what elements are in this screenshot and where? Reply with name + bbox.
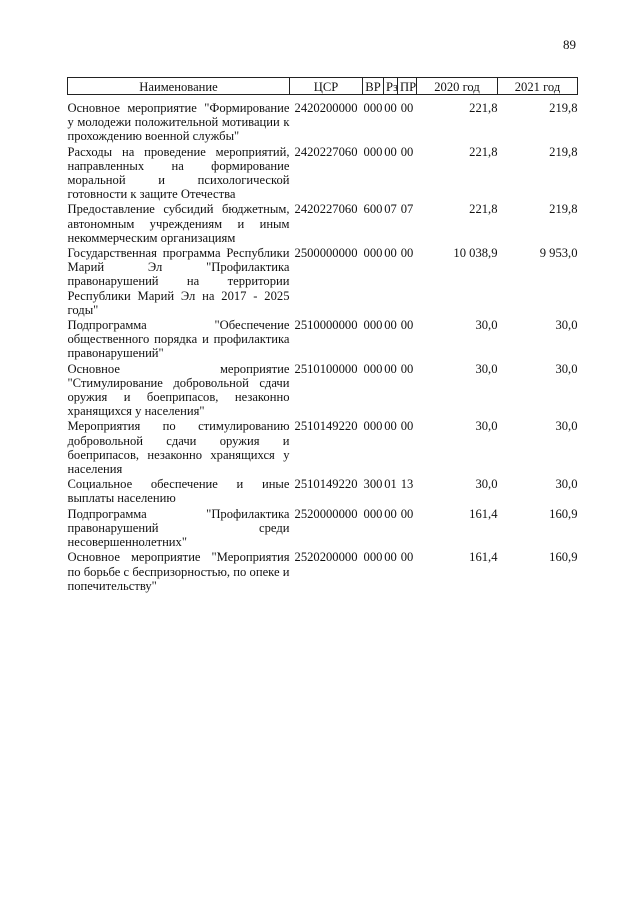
row-csr: 2510000000 [294, 318, 358, 333]
row-name: Социальное обеспечение и иные выплаты населению [67, 477, 290, 506]
row-2020: 221,8 [469, 202, 498, 217]
row-name: Подпрограмма "Обеспечение общественного порядка и профилактика правонарушений" [67, 318, 290, 361]
row-pr: 00 [400, 419, 414, 434]
row-2021: 219,8 [549, 144, 578, 159]
row-name: Подпрограмма "Профилактика правонарушений среди несовершеннолетних" [67, 506, 290, 550]
header-name: Наименование [68, 78, 290, 95]
header-rz: Рз [384, 78, 398, 95]
row-name: Основное мероприятие "Формирование у молодежи положительной мотивации к прохождению военной службы" [67, 101, 290, 144]
row-2020: 30,0 [475, 318, 498, 333]
row-2021: 160,9 [549, 550, 578, 565]
row-2020: 30,0 [475, 419, 498, 434]
row-2021: 9 953,0 [539, 246, 578, 261]
row-name: Основное мероприятие "Мероприятия по борьбе с беспризорностью, по опеке и попечительству" [67, 550, 290, 593]
header-pr: ПР [398, 78, 417, 95]
row-vr: 000 [363, 506, 383, 521]
table-row [68, 202, 578, 246]
table-row [68, 145, 578, 203]
row-csr: 2420227060 [294, 144, 358, 159]
row-2021: 219,8 [549, 101, 578, 115]
table-row [68, 477, 578, 506]
row-rz: 00 [384, 550, 397, 565]
table-row [68, 246, 578, 318]
table-row [68, 419, 578, 477]
header-vr: ВР [363, 78, 384, 95]
row-name: Предоставление субсидий бюджетным, автономным учреждениям и иным некоммерческим организациям [67, 202, 290, 245]
row-2021: 30,0 [555, 318, 578, 333]
row-name: Основное мероприятие "Стимулирование добровольной сдачи оружия и боеприпасов, незаконно хранящихся у населения" [67, 361, 290, 419]
row-2020: 221,8 [469, 144, 498, 159]
row-2020: 161,4 [469, 550, 498, 565]
row-2021: 30,0 [555, 419, 578, 434]
row-rz: 00 [384, 318, 397, 333]
row-2020: 30,0 [475, 361, 498, 376]
row-2020: 221,8 [469, 101, 498, 115]
row-rz: 01 [384, 477, 397, 492]
row-csr: 2520000000 [294, 506, 358, 521]
table-row [68, 95, 578, 145]
row-2021: 30,0 [555, 361, 578, 376]
row-rz: 00 [384, 506, 397, 521]
row-rz: 00 [384, 419, 397, 434]
row-pr: 00 [400, 101, 414, 115]
table-row [68, 550, 578, 594]
row-2020: 161,4 [469, 506, 498, 521]
page-number: 89 [563, 37, 576, 52]
row-vr: 000 [363, 419, 383, 434]
row-csr: 2420200000 [294, 101, 358, 115]
row-name: Мероприятия по стимулированию добровольной сдачи оружия и боеприпасов, незаконно хранящихся у населения [67, 419, 290, 477]
row-vr: 000 [363, 550, 383, 565]
row-pr: 00 [400, 246, 414, 261]
row-rz: 00 [384, 101, 397, 115]
row-csr: 2420227060 [294, 202, 358, 217]
budget-table [67, 77, 578, 594]
row-2021: 219,8 [549, 202, 578, 217]
row-vr: 300 [363, 477, 383, 492]
row-vr: 000 [363, 246, 383, 261]
row-name: Расходы на проведение мероприятий, направленных на формирование моральной и психологической готовности к защите Отечества [67, 144, 290, 202]
row-csr: 2520200000 [294, 550, 358, 565]
row-csr: 2510100000 [294, 361, 358, 376]
row-2020: 10 038,9 [453, 246, 498, 261]
row-rz: 07 [384, 202, 397, 217]
table-row [68, 318, 578, 362]
row-pr: 13 [400, 477, 414, 492]
row-vr: 000 [363, 318, 383, 333]
row-2021: 30,0 [555, 477, 578, 492]
row-pr: 07 [400, 202, 414, 217]
row-pr: 00 [400, 506, 414, 521]
table-row [68, 362, 578, 420]
row-csr: 2500000000 [294, 246, 358, 261]
row-pr: 00 [400, 361, 414, 376]
row-csr: 2510149220 [294, 419, 358, 434]
row-rz: 00 [384, 144, 397, 159]
row-pr: 00 [400, 144, 414, 159]
row-rz: 00 [384, 246, 397, 261]
table-row [68, 507, 578, 551]
row-2021: 160,9 [549, 506, 578, 521]
row-vr: 000 [363, 361, 383, 376]
row-vr: 000 [363, 144, 383, 159]
header-2020: 2020 год [417, 78, 498, 95]
row-pr: 00 [400, 550, 414, 565]
row-vr: 000 [363, 101, 383, 115]
row-2020: 30,0 [475, 477, 498, 492]
row-rz: 00 [384, 361, 397, 376]
row-csr: 2510149220 [294, 477, 358, 492]
header-csr: ЦСР [290, 78, 363, 95]
header-2021: 2021 год [498, 78, 578, 95]
row-name: Государственная программа Республики Марий Эл "Профилактика правонарушений на территории Республики Марий Эл на 2017 - 2025 годы" [67, 246, 290, 317]
table-body [68, 95, 578, 594]
table-header [68, 78, 578, 95]
row-pr: 00 [400, 318, 414, 333]
row-vr: 600 [363, 202, 383, 217]
